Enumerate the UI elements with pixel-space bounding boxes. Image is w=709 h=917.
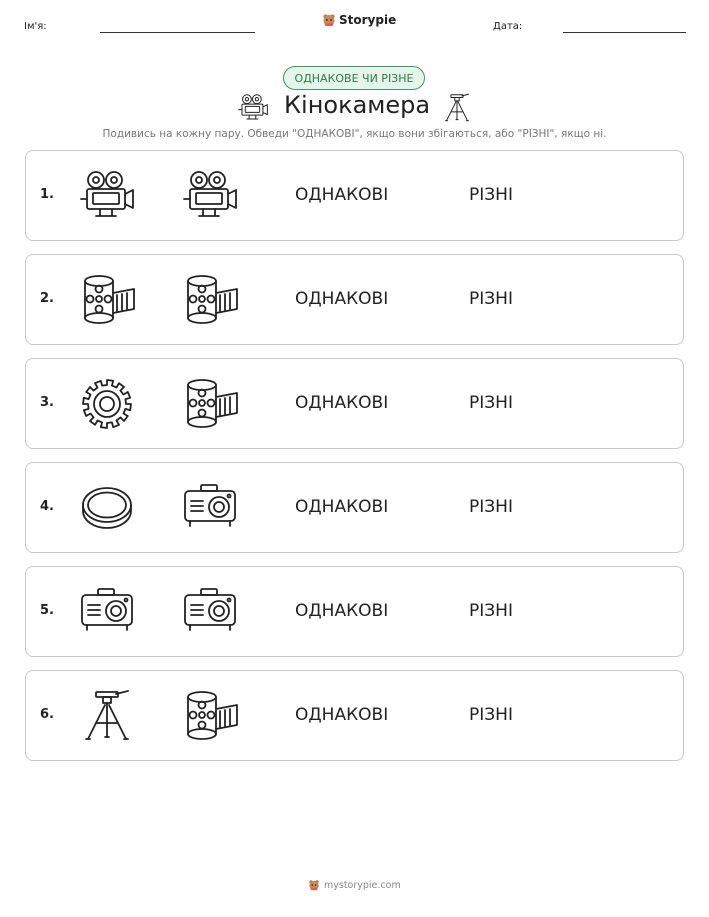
activity-badge: ОДНАКОВЕ ЧИ РІЗНЕ	[283, 66, 425, 90]
brand-logo	[322, 13, 396, 27]
option-same[interactable]: ОДНАКОВІ	[295, 185, 389, 205]
footer-url: mystorypie.com	[324, 879, 401, 891]
row-number: 5.	[40, 603, 54, 618]
gear-icon	[78, 377, 136, 431]
option-same[interactable]: ОДНАКОВІ	[295, 705, 389, 725]
row-number: 6.	[40, 707, 54, 722]
pair-row-1	[25, 150, 684, 241]
option-same[interactable]: ОДНАКОВІ	[295, 393, 389, 413]
movie-camera-icon	[237, 92, 269, 128]
name-label: Ім'я:	[24, 21, 47, 32]
option-different[interactable]: РІЗНІ	[469, 601, 513, 621]
option-different[interactable]: РІЗНІ	[469, 393, 513, 413]
tripod-icon	[78, 689, 136, 743]
movie-camera-icon	[78, 169, 136, 223]
name-line[interactable]	[100, 32, 255, 33]
row-number: 1.	[40, 187, 54, 202]
brand-name: Storypie	[339, 13, 397, 27]
option-different[interactable]: РІЗНІ	[469, 185, 513, 205]
date-line[interactable]	[563, 32, 686, 33]
option-same[interactable]: ОДНАКОВІ	[295, 497, 389, 517]
pair-row-6	[25, 670, 684, 761]
storypie-mascot-icon	[322, 13, 336, 27]
option-same[interactable]: ОДНАКОВІ	[295, 289, 389, 309]
pair-row-2	[25, 254, 684, 345]
option-different[interactable]: РІЗНІ	[469, 705, 513, 725]
projector-icon	[181, 481, 239, 535]
film-reel-icon	[78, 273, 136, 327]
option-same[interactable]: ОДНАКОВІ	[295, 601, 389, 621]
pair-row-3	[25, 358, 684, 449]
row-number: 2.	[40, 291, 54, 306]
storypie-mascot-icon	[308, 879, 320, 891]
projector-icon	[78, 585, 136, 639]
pair-row-5	[25, 566, 684, 657]
title-row	[0, 90, 709, 126]
lens-filter-icon	[78, 481, 136, 535]
date-label: Дата:	[493, 21, 523, 32]
pair-row-4	[25, 462, 684, 553]
film-reel-icon	[181, 273, 239, 327]
row-number: 3.	[40, 395, 54, 410]
film-reel-icon	[181, 689, 239, 743]
movie-camera-icon	[181, 169, 239, 223]
film-reel-icon	[181, 377, 239, 431]
footer	[308, 879, 401, 891]
option-different[interactable]: РІЗНІ	[469, 497, 513, 517]
tripod-icon	[441, 92, 473, 128]
instructions: Подивись на кожну пару. Обведи "ОДНАКОВІ", якщо вони збігаються, або "РІЗНІ", якщо ні.	[102, 128, 607, 140]
projector-icon	[181, 585, 239, 639]
page-title: Кінокамера	[284, 91, 431, 119]
row-number: 4.	[40, 499, 54, 514]
option-different[interactable]: РІЗНІ	[469, 289, 513, 309]
